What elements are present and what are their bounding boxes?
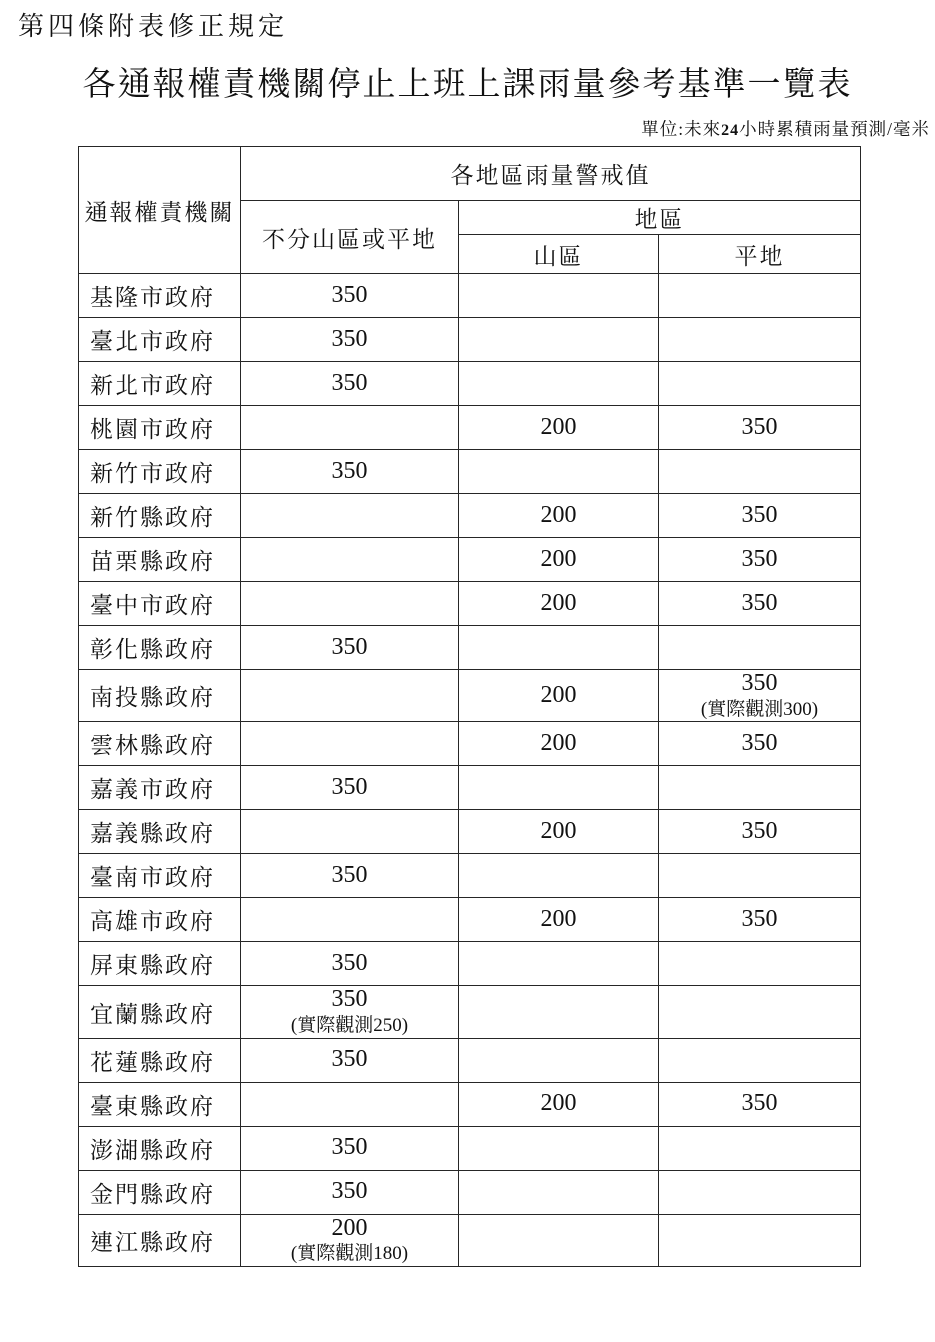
threshold-value: 350 xyxy=(331,862,368,889)
observed-value-note: (實際觀測250) xyxy=(290,1014,409,1036)
all-areas-cell xyxy=(241,986,459,1038)
table-row xyxy=(79,274,861,318)
observed-value-note: (實際觀測180) xyxy=(290,1243,409,1265)
header-warning-group: 各地區雨量警戒值 xyxy=(241,147,861,201)
flat-cell xyxy=(659,898,861,942)
threshold-value: 200 xyxy=(540,730,577,757)
agency-cell: 宜蘭縣政府 xyxy=(79,986,241,1038)
unit-annotation-number: 24 xyxy=(721,122,740,139)
flat-cell xyxy=(659,494,861,538)
all-areas-cell xyxy=(241,1038,459,1082)
threshold-value: 350 xyxy=(331,1046,368,1073)
threshold-value: 350 xyxy=(741,1090,778,1117)
agency-cell: 臺南市政府 xyxy=(79,854,241,898)
threshold-value: 200 xyxy=(540,589,577,616)
table-header xyxy=(79,147,861,274)
unit-annotation xyxy=(641,116,930,141)
mountain-cell xyxy=(459,626,659,670)
agency-cell: 新北市政府 xyxy=(79,362,241,406)
agency-cell: 高雄市政府 xyxy=(79,898,241,942)
all-areas-cell xyxy=(241,942,459,986)
all-areas-cell xyxy=(241,766,459,810)
all-areas-cell xyxy=(241,450,459,494)
flat-cell xyxy=(659,942,861,986)
all-areas-cell xyxy=(241,722,459,766)
rainfall-threshold-table xyxy=(78,146,861,1267)
threshold-value: 350 xyxy=(331,1134,368,1161)
agency-cell: 新竹縣政府 xyxy=(79,494,241,538)
flat-cell xyxy=(659,274,861,318)
threshold-value: 200 xyxy=(540,501,577,528)
agency-cell: 南投縣政府 xyxy=(79,670,241,722)
header-mountain: 山區 xyxy=(459,235,659,274)
all-areas-cell xyxy=(241,274,459,318)
flat-cell xyxy=(659,1038,861,1082)
table-row xyxy=(79,318,861,362)
agency-cell: 臺中市政府 xyxy=(79,582,241,626)
table-row xyxy=(79,854,861,898)
agency-cell: 金門縣政府 xyxy=(79,1170,241,1214)
page-title: 各通報權責機關停止上班上課雨量參考基準一覽表 xyxy=(82,67,853,103)
all-areas-cell xyxy=(241,582,459,626)
all-areas-cell xyxy=(241,1170,459,1214)
flat-cell xyxy=(659,538,861,582)
threshold-value: 350 xyxy=(331,633,368,660)
mountain-cell xyxy=(459,854,659,898)
agency-cell: 彰化縣政府 xyxy=(79,626,241,670)
table-row xyxy=(79,810,861,854)
threshold-value: 200 xyxy=(540,413,577,440)
threshold-value: 350 xyxy=(331,950,368,977)
all-areas-cell xyxy=(241,362,459,406)
threshold-value: 350 xyxy=(741,589,778,616)
table-row xyxy=(79,1170,861,1214)
table-row xyxy=(79,626,861,670)
all-areas-cell xyxy=(241,318,459,362)
all-areas-cell xyxy=(241,538,459,582)
threshold-value: 200 xyxy=(540,681,577,708)
threshold-value: 200 xyxy=(540,545,577,572)
agency-cell: 澎湖縣政府 xyxy=(79,1126,241,1170)
threshold-value: 200 xyxy=(331,1214,368,1241)
threshold-value: 350 xyxy=(741,501,778,528)
threshold-value: 200 xyxy=(540,906,577,933)
agency-cell: 臺東縣政府 xyxy=(79,1082,241,1126)
flat-cell xyxy=(659,670,861,722)
mountain-cell xyxy=(459,1082,659,1126)
agency-cell: 苗栗縣政府 xyxy=(79,538,241,582)
table-row xyxy=(79,362,861,406)
table-row xyxy=(79,1126,861,1170)
threshold-value: 350 xyxy=(741,906,778,933)
threshold-value: 350 xyxy=(741,545,778,572)
flat-cell xyxy=(659,722,861,766)
flat-cell xyxy=(659,318,861,362)
threshold-value: 350 xyxy=(741,818,778,845)
threshold-value: 350 xyxy=(331,369,368,396)
agency-cell: 連江縣政府 xyxy=(79,1214,241,1266)
all-areas-cell xyxy=(241,406,459,450)
mountain-cell xyxy=(459,1038,659,1082)
header-region: 地區 xyxy=(459,201,861,235)
table-row xyxy=(79,986,861,1038)
mountain-cell xyxy=(459,898,659,942)
flat-cell xyxy=(659,854,861,898)
all-areas-cell xyxy=(241,810,459,854)
all-areas-cell xyxy=(241,1126,459,1170)
agency-cell: 嘉義縣政府 xyxy=(79,810,241,854)
table-row xyxy=(79,538,861,582)
mountain-cell xyxy=(459,722,659,766)
observed-value-note: (實際觀測300) xyxy=(700,698,819,720)
mountain-cell xyxy=(459,274,659,318)
table-body xyxy=(79,274,861,1267)
mountain-cell xyxy=(459,318,659,362)
mountain-cell xyxy=(459,1170,659,1214)
mountain-cell xyxy=(459,670,659,722)
threshold-value: 200 xyxy=(540,818,577,845)
flat-cell xyxy=(659,1082,861,1126)
header-agency: 通報權責機關 xyxy=(79,147,241,274)
mountain-cell xyxy=(459,766,659,810)
agency-cell: 屏東縣政府 xyxy=(79,942,241,986)
table-row xyxy=(79,1214,861,1266)
threshold-value: 350 xyxy=(741,730,778,757)
table-row xyxy=(79,670,861,722)
table-row xyxy=(79,722,861,766)
all-areas-cell xyxy=(241,898,459,942)
all-areas-cell xyxy=(241,1082,459,1126)
agency-cell: 桃園市政府 xyxy=(79,406,241,450)
agency-cell: 臺北市政府 xyxy=(79,318,241,362)
flat-cell xyxy=(659,1170,861,1214)
agency-cell: 花蓮縣政府 xyxy=(79,1038,241,1082)
mountain-cell xyxy=(459,1214,659,1266)
unit-annotation-suffix: 小時累積雨量預測/毫米 xyxy=(739,119,930,139)
all-areas-cell xyxy=(241,626,459,670)
flat-cell xyxy=(659,1126,861,1170)
agency-cell: 嘉義市政府 xyxy=(79,766,241,810)
mountain-cell xyxy=(459,1126,659,1170)
table-row xyxy=(79,1082,861,1126)
table-row xyxy=(79,942,861,986)
header-row-1 xyxy=(79,147,861,201)
mountain-cell xyxy=(459,986,659,1038)
table-row xyxy=(79,406,861,450)
table-row xyxy=(79,766,861,810)
agency-cell: 新竹市政府 xyxy=(79,450,241,494)
table-row xyxy=(79,1038,861,1082)
agency-cell: 雲林縣政府 xyxy=(79,722,241,766)
threshold-value: 350 xyxy=(331,281,368,308)
table-row xyxy=(79,582,861,626)
threshold-value: 200 xyxy=(540,1090,577,1117)
flat-cell xyxy=(659,1214,861,1266)
flat-cell xyxy=(659,406,861,450)
all-areas-cell xyxy=(241,494,459,538)
flat-cell xyxy=(659,582,861,626)
table-row xyxy=(79,898,861,942)
unit-annotation-prefix: 單位:未來 xyxy=(641,119,722,139)
all-areas-cell xyxy=(241,670,459,722)
flat-cell xyxy=(659,626,861,670)
mountain-cell xyxy=(459,450,659,494)
threshold-value: 350 xyxy=(741,670,778,696)
flat-cell xyxy=(659,766,861,810)
mountain-cell xyxy=(459,582,659,626)
table-row xyxy=(79,450,861,494)
threshold-value: 350 xyxy=(741,413,778,440)
flat-cell xyxy=(659,986,861,1038)
flat-cell xyxy=(659,450,861,494)
threshold-value: 350 xyxy=(331,457,368,484)
article-heading: 第四條附表修正規定 xyxy=(18,12,289,41)
agency-cell: 基隆市政府 xyxy=(79,274,241,318)
all-areas-cell xyxy=(241,1214,459,1266)
mountain-cell xyxy=(459,942,659,986)
mountain-cell xyxy=(459,406,659,450)
mountain-cell xyxy=(459,810,659,854)
all-areas-cell xyxy=(241,854,459,898)
mountain-cell xyxy=(459,362,659,406)
mountain-cell xyxy=(459,538,659,582)
table-row xyxy=(79,494,861,538)
flat-cell xyxy=(659,810,861,854)
header-no-distinction: 不分山區或平地 xyxy=(241,201,459,274)
header-flat: 平地 xyxy=(659,235,861,274)
threshold-value: 350 xyxy=(331,1178,368,1205)
mountain-cell xyxy=(459,494,659,538)
threshold-value: 350 xyxy=(331,774,368,801)
threshold-value: 350 xyxy=(331,986,368,1013)
flat-cell xyxy=(659,362,861,406)
threshold-value: 350 xyxy=(331,325,368,352)
